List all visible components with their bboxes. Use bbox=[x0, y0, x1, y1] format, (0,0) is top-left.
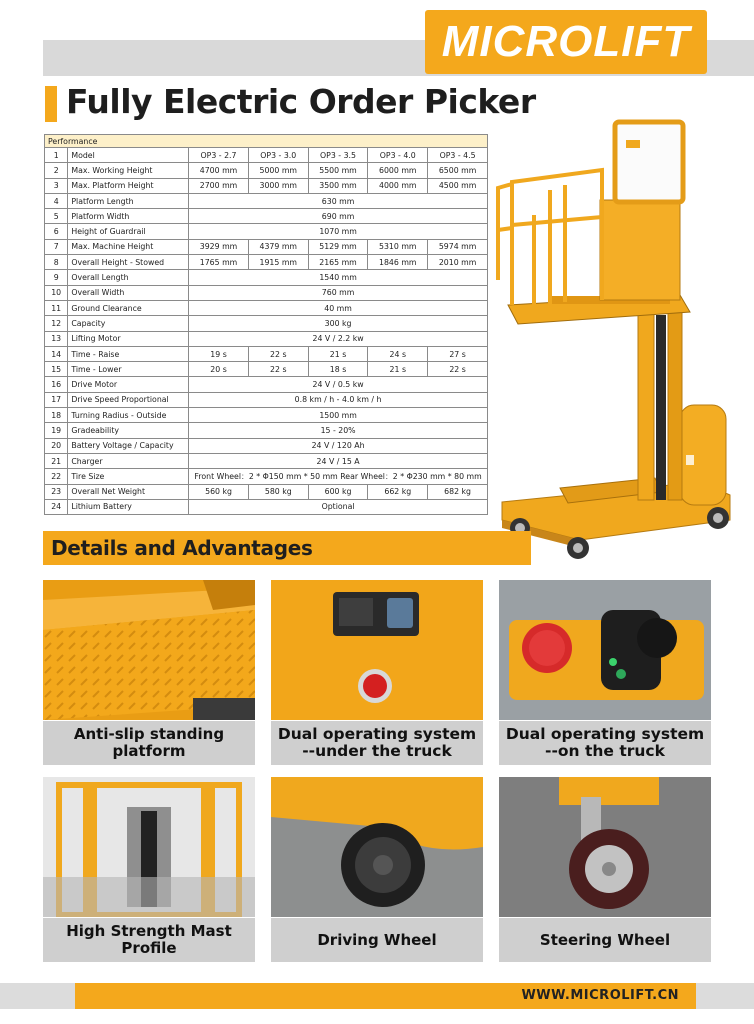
value-cell: 40 mm bbox=[189, 300, 488, 315]
row-number: 12 bbox=[45, 316, 68, 331]
row-item: Platform Length bbox=[68, 193, 189, 208]
value-cell: 3500 mm bbox=[308, 178, 368, 193]
value-cell: 4000 mm bbox=[368, 178, 428, 193]
row-item: Drive Speed Proportional bbox=[68, 392, 189, 407]
value-cell: 24 V / 2.2 kw bbox=[189, 331, 488, 346]
value-cell: 19 s bbox=[189, 346, 249, 361]
row-number: 13 bbox=[45, 331, 68, 346]
feature-card-mast bbox=[43, 777, 255, 963]
model-header-cell: OP3 - 4.0 bbox=[368, 148, 428, 163]
value-cell: 4500 mm bbox=[428, 178, 488, 193]
value-cell: 3929 mm bbox=[189, 239, 249, 254]
row-number: 10 bbox=[45, 285, 68, 300]
row-item: Model bbox=[68, 148, 189, 163]
table-row bbox=[45, 270, 488, 285]
feature-caption: Dual operating system --under the truck bbox=[271, 721, 483, 765]
row-item: Max. Platform Height bbox=[68, 178, 189, 193]
table-row bbox=[45, 209, 488, 224]
table-row bbox=[45, 331, 488, 346]
value-cell: 760 mm bbox=[189, 285, 488, 300]
table-row bbox=[45, 193, 488, 208]
platform-photo bbox=[43, 580, 255, 720]
table-row bbox=[45, 285, 488, 300]
value-cell: 22 s bbox=[428, 362, 488, 377]
table-row bbox=[45, 377, 488, 392]
value-cell: 1540 mm bbox=[189, 270, 488, 285]
row-number: 22 bbox=[45, 469, 68, 484]
row-item: Time - Raise bbox=[68, 346, 189, 361]
row-item: Gradeability bbox=[68, 423, 189, 438]
value-cell: Front Wheel：2 * Φ150 mm * 50 mm Rear Wheel：2 * Φ230 mm * 80 mm bbox=[189, 469, 488, 484]
value-cell: 300 kg bbox=[189, 316, 488, 331]
value-cell: 24 s bbox=[368, 346, 428, 361]
row-number: 17 bbox=[45, 392, 68, 407]
feature-caption: Steering Wheel bbox=[499, 918, 711, 962]
row-item: Max. Working Height bbox=[68, 163, 189, 178]
model-header-cell: OP3 - 3.0 bbox=[248, 148, 308, 163]
on-truck-controls-photo bbox=[499, 580, 711, 720]
value-cell: 21 s bbox=[368, 362, 428, 377]
feature-card-on-truck bbox=[499, 580, 711, 766]
value-cell: 24 V / 0.5 kw bbox=[189, 377, 488, 392]
row-item: Lithium Battery bbox=[68, 499, 189, 514]
value-cell: 15 - 20% bbox=[189, 423, 488, 438]
value-cell: 24 V / 120 Ah bbox=[189, 438, 488, 453]
table-row bbox=[45, 148, 488, 163]
value-cell: 22 s bbox=[248, 346, 308, 361]
value-cell: 24 V / 15 A bbox=[189, 453, 488, 468]
row-number: 8 bbox=[45, 255, 68, 270]
model-header-cell: OP3 - 2.7 bbox=[189, 148, 249, 163]
value-cell: 4379 mm bbox=[248, 239, 308, 254]
website-url: WWW.MICROLIFT.CN bbox=[521, 988, 679, 1003]
row-item: Lifting Motor bbox=[68, 331, 189, 346]
table-row bbox=[45, 469, 488, 484]
row-number: 4 bbox=[45, 193, 68, 208]
table-row bbox=[45, 423, 488, 438]
row-item: Height of Guardrail bbox=[68, 224, 189, 239]
feature-caption: High Strength Mast Profile bbox=[43, 918, 255, 962]
value-cell: 1500 mm bbox=[189, 408, 488, 423]
row-item: Time - Lower bbox=[68, 362, 189, 377]
row-item: Overall Net Weight bbox=[68, 484, 189, 499]
value-cell: 21 s bbox=[308, 346, 368, 361]
table-row bbox=[45, 224, 488, 239]
value-cell: 20 s bbox=[189, 362, 249, 377]
row-number: 23 bbox=[45, 484, 68, 499]
table-row bbox=[45, 362, 488, 377]
feature-card-steering-wheel bbox=[499, 777, 711, 963]
table-row bbox=[45, 178, 488, 193]
performance-header: Performance bbox=[45, 135, 488, 148]
value-cell: 2010 mm bbox=[428, 255, 488, 270]
mast-photo bbox=[43, 777, 255, 917]
value-cell: 662 kg bbox=[368, 484, 428, 499]
value-cell: 1070 mm bbox=[189, 224, 488, 239]
value-cell: 1915 mm bbox=[248, 255, 308, 270]
row-number: 1 bbox=[45, 148, 68, 163]
table-row bbox=[45, 316, 488, 331]
row-number: 20 bbox=[45, 438, 68, 453]
table-row bbox=[45, 255, 488, 270]
value-cell: 5500 mm bbox=[308, 163, 368, 178]
value-cell: 1846 mm bbox=[368, 255, 428, 270]
brand-logo: MICROLIFT bbox=[425, 10, 707, 74]
row-number: 19 bbox=[45, 423, 68, 438]
row-item: Platform Width bbox=[68, 209, 189, 224]
value-cell: 6500 mm bbox=[428, 163, 488, 178]
value-cell: 630 mm bbox=[189, 193, 488, 208]
order-picker-image bbox=[490, 100, 750, 570]
value-cell: 18 s bbox=[308, 362, 368, 377]
row-number: 14 bbox=[45, 346, 68, 361]
value-cell: 5310 mm bbox=[368, 239, 428, 254]
row-number: 18 bbox=[45, 408, 68, 423]
feature-caption: Dual operating system --on the truck bbox=[499, 721, 711, 765]
row-number: 16 bbox=[45, 377, 68, 392]
table-row bbox=[45, 392, 488, 407]
value-cell: 22 s bbox=[248, 362, 308, 377]
row-number: 2 bbox=[45, 163, 68, 178]
steering-wheel-photo bbox=[499, 777, 711, 917]
row-item: Tire Size bbox=[68, 469, 189, 484]
table-row bbox=[45, 453, 488, 468]
row-item: Ground Clearance bbox=[68, 300, 189, 315]
feature-card-platform bbox=[43, 580, 255, 766]
row-number: 15 bbox=[45, 362, 68, 377]
row-item: Overall Length bbox=[68, 270, 189, 285]
row-number: 7 bbox=[45, 239, 68, 254]
model-header-cell: OP3 - 4.5 bbox=[428, 148, 488, 163]
row-item: Max. Machine Height bbox=[68, 239, 189, 254]
value-cell: 2700 mm bbox=[189, 178, 249, 193]
feature-caption: Anti-slip standing platform bbox=[43, 721, 255, 765]
page-title: Fully Electric Order Picker bbox=[66, 82, 536, 121]
section-title: Details and Advantages bbox=[51, 536, 313, 560]
row-number: 24 bbox=[45, 499, 68, 514]
table-row bbox=[45, 408, 488, 423]
feature-caption: Driving Wheel bbox=[271, 918, 483, 962]
value-cell: 600 kg bbox=[308, 484, 368, 499]
value-cell: 560 kg bbox=[189, 484, 249, 499]
spec-table bbox=[44, 134, 488, 515]
driving-wheel-photo bbox=[271, 777, 483, 917]
under-truck-controls-photo bbox=[271, 580, 483, 720]
value-cell: 5974 mm bbox=[428, 239, 488, 254]
table-row bbox=[45, 499, 488, 514]
row-item: Drive Motor bbox=[68, 377, 189, 392]
table-row bbox=[45, 346, 488, 361]
title-accent-bar bbox=[45, 86, 57, 122]
value-cell: 0.8 km / h - 4.0 km / h bbox=[189, 392, 488, 407]
row-item: Overall Width bbox=[68, 285, 189, 300]
row-number: 9 bbox=[45, 270, 68, 285]
table-row bbox=[45, 300, 488, 315]
feature-card-driving-wheel bbox=[271, 777, 483, 963]
row-number: 11 bbox=[45, 300, 68, 315]
feature-card-under-truck bbox=[271, 580, 483, 766]
value-cell: 580 kg bbox=[248, 484, 308, 499]
value-cell: 2165 mm bbox=[308, 255, 368, 270]
row-item: Capacity bbox=[68, 316, 189, 331]
row-number: 5 bbox=[45, 209, 68, 224]
value-cell: 3000 mm bbox=[248, 178, 308, 193]
row-item: Battery Voltage / Capacity bbox=[68, 438, 189, 453]
value-cell: 1765 mm bbox=[189, 255, 249, 270]
table-row bbox=[45, 163, 488, 178]
row-item: Turning Radius - Outside bbox=[68, 408, 189, 423]
table-row bbox=[45, 438, 488, 453]
value-cell: 5000 mm bbox=[248, 163, 308, 178]
table-row bbox=[45, 239, 488, 254]
value-cell: 5129 mm bbox=[308, 239, 368, 254]
value-cell: 690 mm bbox=[189, 209, 488, 224]
row-item: Overall Height - Stowed bbox=[68, 255, 189, 270]
table-header-row bbox=[45, 135, 488, 148]
row-number: 3 bbox=[45, 178, 68, 193]
value-cell: 6000 mm bbox=[368, 163, 428, 178]
row-number: 6 bbox=[45, 224, 68, 239]
model-header-cell: OP3 - 3.5 bbox=[308, 148, 368, 163]
row-number: 21 bbox=[45, 453, 68, 468]
table-row bbox=[45, 484, 488, 499]
row-item: Charger bbox=[68, 453, 189, 468]
value-cell: 27 s bbox=[428, 346, 488, 361]
value-cell: 4700 mm bbox=[189, 163, 249, 178]
value-cell: Optional bbox=[189, 499, 488, 514]
value-cell: 682 kg bbox=[428, 484, 488, 499]
